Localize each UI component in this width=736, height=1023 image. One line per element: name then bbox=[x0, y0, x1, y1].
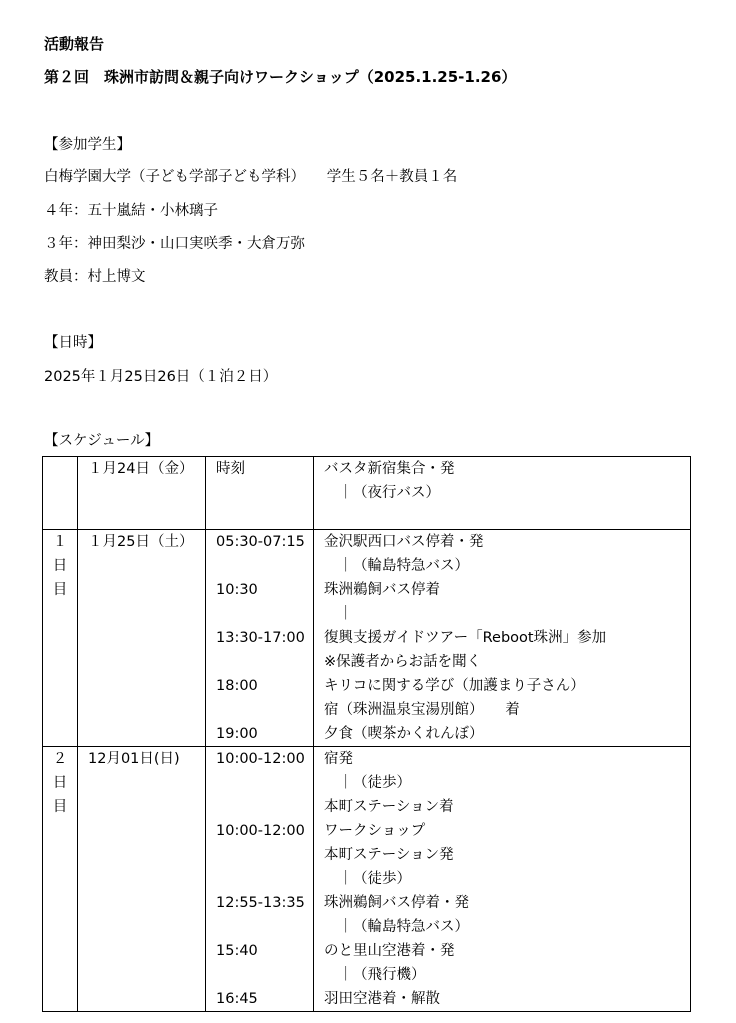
schedule-date-cell bbox=[78, 457, 206, 530]
schedule-day-label: 日 bbox=[52, 775, 68, 791]
schedule-time bbox=[216, 602, 313, 626]
schedule-day-cell bbox=[43, 457, 78, 530]
schedule-event: キリコに関する学び（加護まり子さん） bbox=[324, 678, 585, 694]
schedule-event: 羽田空港着・解散 bbox=[324, 991, 440, 1007]
schedule-day-label: 日 bbox=[52, 558, 68, 574]
schedule-date-cell bbox=[78, 530, 206, 747]
schedule-event-cell bbox=[314, 530, 691, 747]
schedule-event: 宿発 bbox=[324, 751, 353, 767]
schedule-event: 本町ステーション着 bbox=[324, 799, 454, 815]
schedule-event: 復興支援ガイドツアー「Reboot珠洲」参加 bbox=[324, 630, 607, 646]
schedule-time: 10:30 bbox=[216, 582, 258, 598]
schedule-time-cell bbox=[206, 747, 314, 1012]
participants-heading: 【参加学生】 bbox=[44, 137, 131, 153]
schedule-date: １月25日（土） bbox=[88, 534, 194, 550]
schedule-heading: 【スケジュール】 bbox=[44, 433, 160, 449]
schedule-event: ｜（輪島特急バス） bbox=[324, 558, 469, 574]
schedule-event: ｜ bbox=[324, 606, 353, 622]
schedule-event: ｜（夜行バス） bbox=[324, 485, 440, 501]
schedule-event: ｜（徒歩） bbox=[324, 871, 411, 887]
schedule-time-cell bbox=[206, 530, 314, 747]
schedule-time bbox=[216, 963, 313, 987]
schedule-time bbox=[216, 915, 313, 939]
participants-line: ３年：神田梨沙・山口実咲季・大倉万弥 bbox=[44, 236, 305, 252]
schedule-day-cell bbox=[43, 530, 78, 747]
schedule-event: 本町ステーション発 bbox=[324, 847, 454, 863]
schedule-time: 05:30-07:15 bbox=[216, 534, 305, 550]
participants-line: 教員：村上博文 bbox=[44, 269, 146, 285]
schedule-event: 金沢駅西口バス停着・発 bbox=[324, 534, 484, 550]
schedule-row bbox=[43, 530, 691, 747]
schedule-event: 珠洲鵜飼バス停着 bbox=[324, 582, 440, 598]
schedule-time-cell bbox=[206, 457, 314, 530]
schedule-day-label bbox=[43, 505, 77, 529]
schedule-day-label: 目 bbox=[52, 582, 68, 598]
schedule-time bbox=[216, 698, 313, 722]
schedule-table bbox=[42, 456, 691, 1012]
schedule-day-label: ２ bbox=[52, 751, 68, 767]
schedule-time bbox=[216, 795, 313, 819]
schedule-time: 13:30-17:00 bbox=[216, 630, 305, 646]
schedule-event: ワークショップ bbox=[324, 823, 426, 839]
participants-line: 白梅学園大学（子ども学部子ども学科） 学生５名＋教員１名 bbox=[44, 169, 458, 185]
schedule-time bbox=[216, 867, 313, 891]
schedule-time: 16:45 bbox=[216, 991, 258, 1007]
schedule-day-label bbox=[43, 481, 77, 505]
schedule-event: ※保護者からお話を聞く bbox=[324, 654, 482, 670]
datetime-value: 2025年１月25日26日（１泊２日） bbox=[44, 369, 278, 385]
schedule-date-cell bbox=[78, 747, 206, 1012]
schedule-row bbox=[43, 747, 691, 1012]
schedule-date: 12月01日(日) bbox=[88, 751, 180, 767]
participants-line: ４年：五十嵐結・小林璃子 bbox=[44, 203, 218, 219]
schedule-event: ｜（徒歩） bbox=[324, 775, 411, 791]
document-title: 活動報告 bbox=[44, 35, 105, 53]
document-subtitle: 第２回 珠洲市訪問＆親子向けワークショップ（2025.1.25-1.26） bbox=[44, 68, 517, 86]
schedule-row bbox=[43, 457, 691, 530]
schedule-day-label: １ bbox=[52, 534, 68, 550]
schedule-time bbox=[216, 554, 313, 578]
schedule-event: バスタ新宿集合・発 bbox=[324, 461, 455, 477]
schedule-event-cell bbox=[314, 457, 691, 530]
schedule-event: 夕食（喫茶かくれんぼ） bbox=[324, 726, 484, 742]
schedule-time bbox=[216, 843, 313, 867]
datetime-heading: 【日時】 bbox=[44, 335, 102, 351]
schedule-time: 19:00 bbox=[216, 726, 258, 742]
schedule-date: １月24日（金） bbox=[88, 461, 194, 477]
schedule-event: 珠洲鵜飼バス停着・発 bbox=[324, 895, 469, 911]
schedule-event: のと里山空港着・発 bbox=[324, 943, 455, 959]
schedule-day-label: 目 bbox=[52, 799, 68, 815]
schedule-time: 10:00-12:00 bbox=[216, 823, 305, 839]
schedule-day-cell bbox=[43, 747, 78, 1012]
schedule-time bbox=[216, 650, 313, 674]
schedule-time: 10:00-12:00 bbox=[216, 751, 305, 767]
schedule-time: 15:40 bbox=[216, 943, 258, 959]
schedule-event: 宿（珠洲温泉宝湯別館） 着 bbox=[324, 702, 520, 718]
schedule-time: 18:00 bbox=[216, 678, 258, 694]
schedule-time: 12:55-13:35 bbox=[216, 895, 305, 911]
schedule-day-label bbox=[43, 457, 77, 481]
schedule-time bbox=[216, 771, 313, 795]
schedule-event: ｜（輪島特急バス） bbox=[324, 919, 469, 935]
schedule-event: ｜（飛行機） bbox=[324, 967, 426, 983]
schedule-time: 時刻 bbox=[216, 461, 245, 477]
schedule-event-cell bbox=[314, 747, 691, 1012]
